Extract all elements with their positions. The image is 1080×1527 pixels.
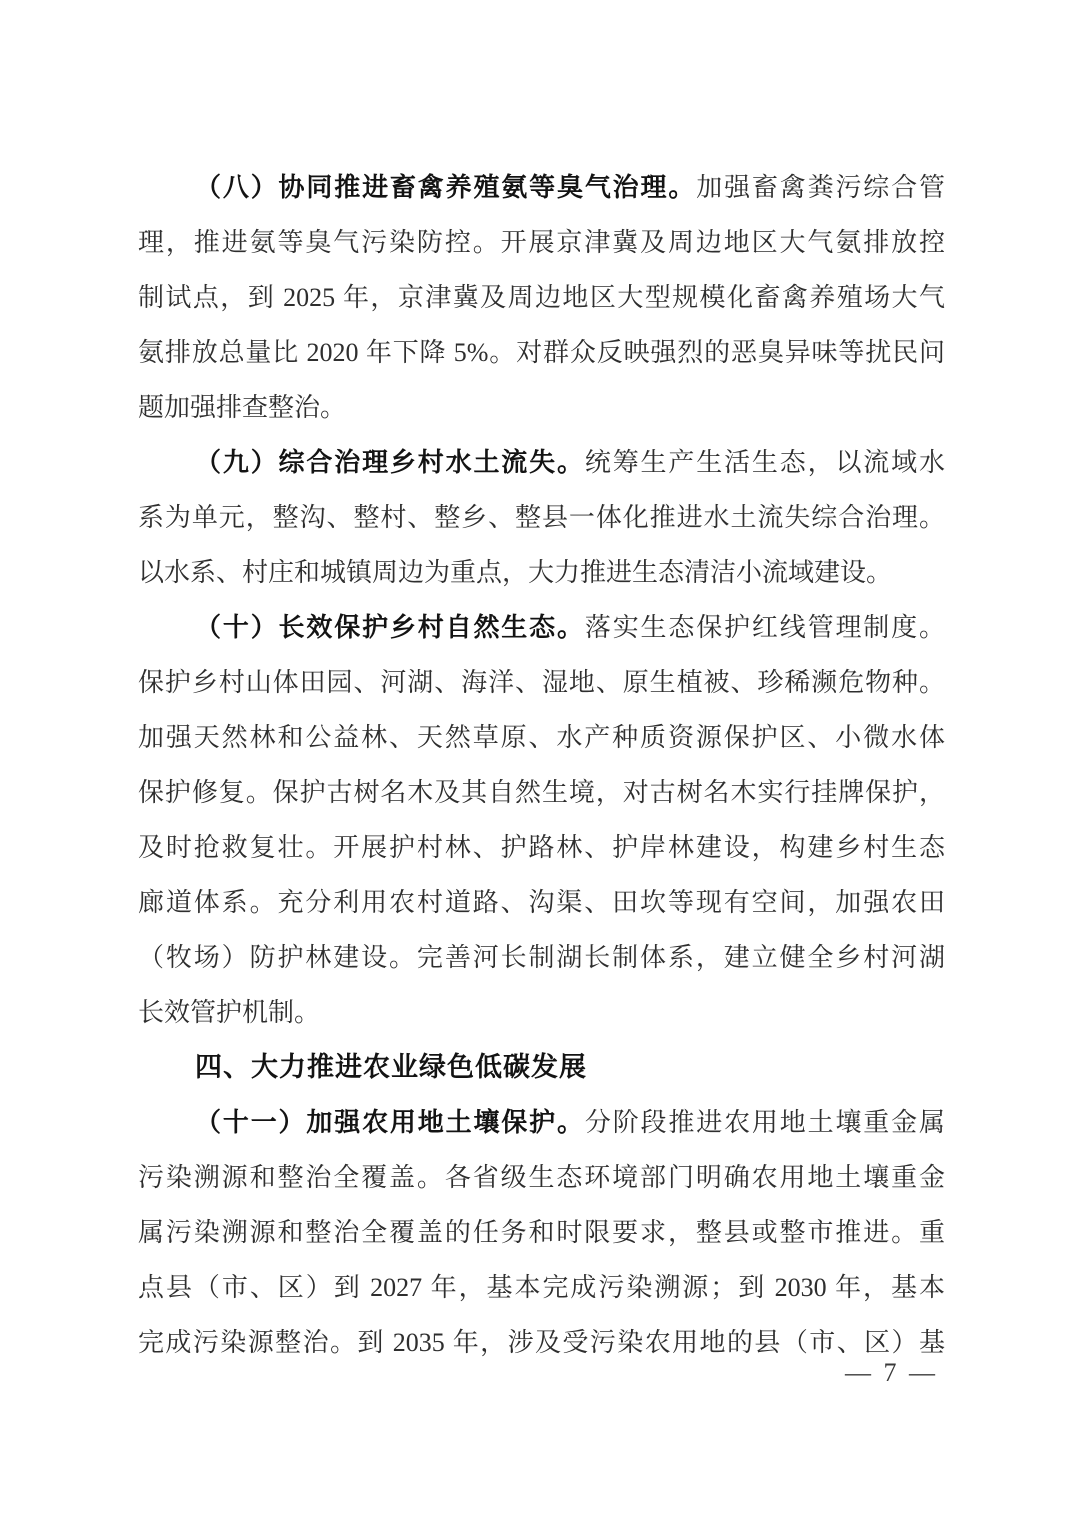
para-10-line-5 (138, 820, 945, 875)
body-text: 及时抢救复壮。开展护村林、护路林、护岸林建设，构建乡村生态 (138, 833, 945, 862)
para-8-line-3 (138, 270, 945, 325)
para-11-line-5 (138, 1315, 945, 1370)
para-10-line-8 (138, 985, 945, 1040)
para-8-line-1 (138, 160, 945, 215)
lead-emphasis-text: （十一）加强农用地土壤保护。 (195, 1108, 585, 1137)
section-4-heading (138, 1040, 945, 1095)
para-10-line-2 (138, 655, 945, 710)
para-11-line-2 (138, 1150, 945, 1205)
document-body (138, 160, 945, 1370)
body-text: 廊道体系。充分利用农村道路、沟渠、田坎等现有空间，加强农田 (138, 888, 945, 917)
para-10-line-7 (138, 930, 945, 985)
para-8-line-2 (138, 215, 945, 270)
para-9-line-2 (138, 490, 945, 545)
para-8-line-4 (138, 325, 945, 380)
body-text: 分阶段推进农用地土壤重金属 (584, 1108, 945, 1137)
body-text: （牧场）防护林建设。完善河长制湖长制体系，建立健全乡村河湖 (138, 943, 945, 972)
para-8-line-5 (138, 380, 945, 435)
para-10-line-6 (138, 875, 945, 930)
body-text: 加强天然林和公益林、天然草原、水产种质资源保护区、小微水体 (138, 723, 945, 752)
para-9-line-3 (138, 545, 945, 600)
para-11-line-4 (138, 1260, 945, 1315)
para-10-line-1 (138, 600, 945, 655)
body-text: 落实生态保护红线管理制度。 (584, 613, 945, 642)
para-10-line-3 (138, 710, 945, 765)
body-text: 题加强排查整治。 (138, 393, 347, 422)
body-text: 理，推进氨等臭气污染防控。开展京津冀及周边地区大气氨排放控 (138, 228, 945, 257)
page-number: — 7 — (845, 1358, 938, 1387)
body-text: 保护修复。保护古树名木及其自然生境，对古树名木实行挂牌保护， (138, 778, 945, 807)
lead-emphasis-text: （十）长效保护乡村自然生态。 (195, 613, 585, 642)
para-11-line-3 (138, 1205, 945, 1260)
para-11-line-1 (138, 1095, 945, 1150)
para-10-line-4 (138, 765, 945, 820)
body-text: 加强畜禽粪污综合管 (696, 173, 945, 202)
body-text: 点县（市、区）到 2027 年，基本完成污染溯源；到 2030 年，基本 (138, 1273, 945, 1302)
body-text: 统筹生产生活生态，以流域水 (584, 448, 945, 477)
lead-emphasis-text: （八）协同推进畜禽养殖氨等臭气治理。 (195, 173, 697, 202)
body-text: 长效管护机制。 (138, 998, 321, 1027)
para-9-line-1 (138, 435, 945, 490)
body-text: 以水系、村庄和城镇周边为重点，大力推进生态清洁小流域建设。 (138, 558, 893, 587)
body-text: 保护乡村山体田园、河湖、海洋、湿地、原生植被、珍稀濒危物种。 (138, 668, 945, 697)
body-text: 完成污染源整治。到 2035 年，涉及受污染农用地的县（市、区）基 (138, 1328, 945, 1357)
lead-emphasis-text: 四、大力推进农业绿色低碳发展 (195, 1052, 587, 1082)
body-text: 氨排放总量比 2020 年下降 5%。对群众反映强烈的恶臭异味等扰民问 (138, 338, 945, 367)
body-text: 污染溯源和整治全覆盖。各省级生态环境部门明确农用地土壤重金 (138, 1163, 945, 1192)
body-text: 属污染溯源和整治全覆盖的任务和时限要求，整县或整市推进。重 (138, 1218, 945, 1247)
body-text: 制试点，到 2025 年，京津冀及周边地区大型规模化畜禽养殖场大气 (138, 283, 945, 312)
body-text: 系为单元，整沟、整村、整乡、整县一体化推进水土流失综合治理。 (138, 503, 945, 532)
lead-emphasis-text: （九）综合治理乡村水土流失。 (195, 448, 585, 477)
